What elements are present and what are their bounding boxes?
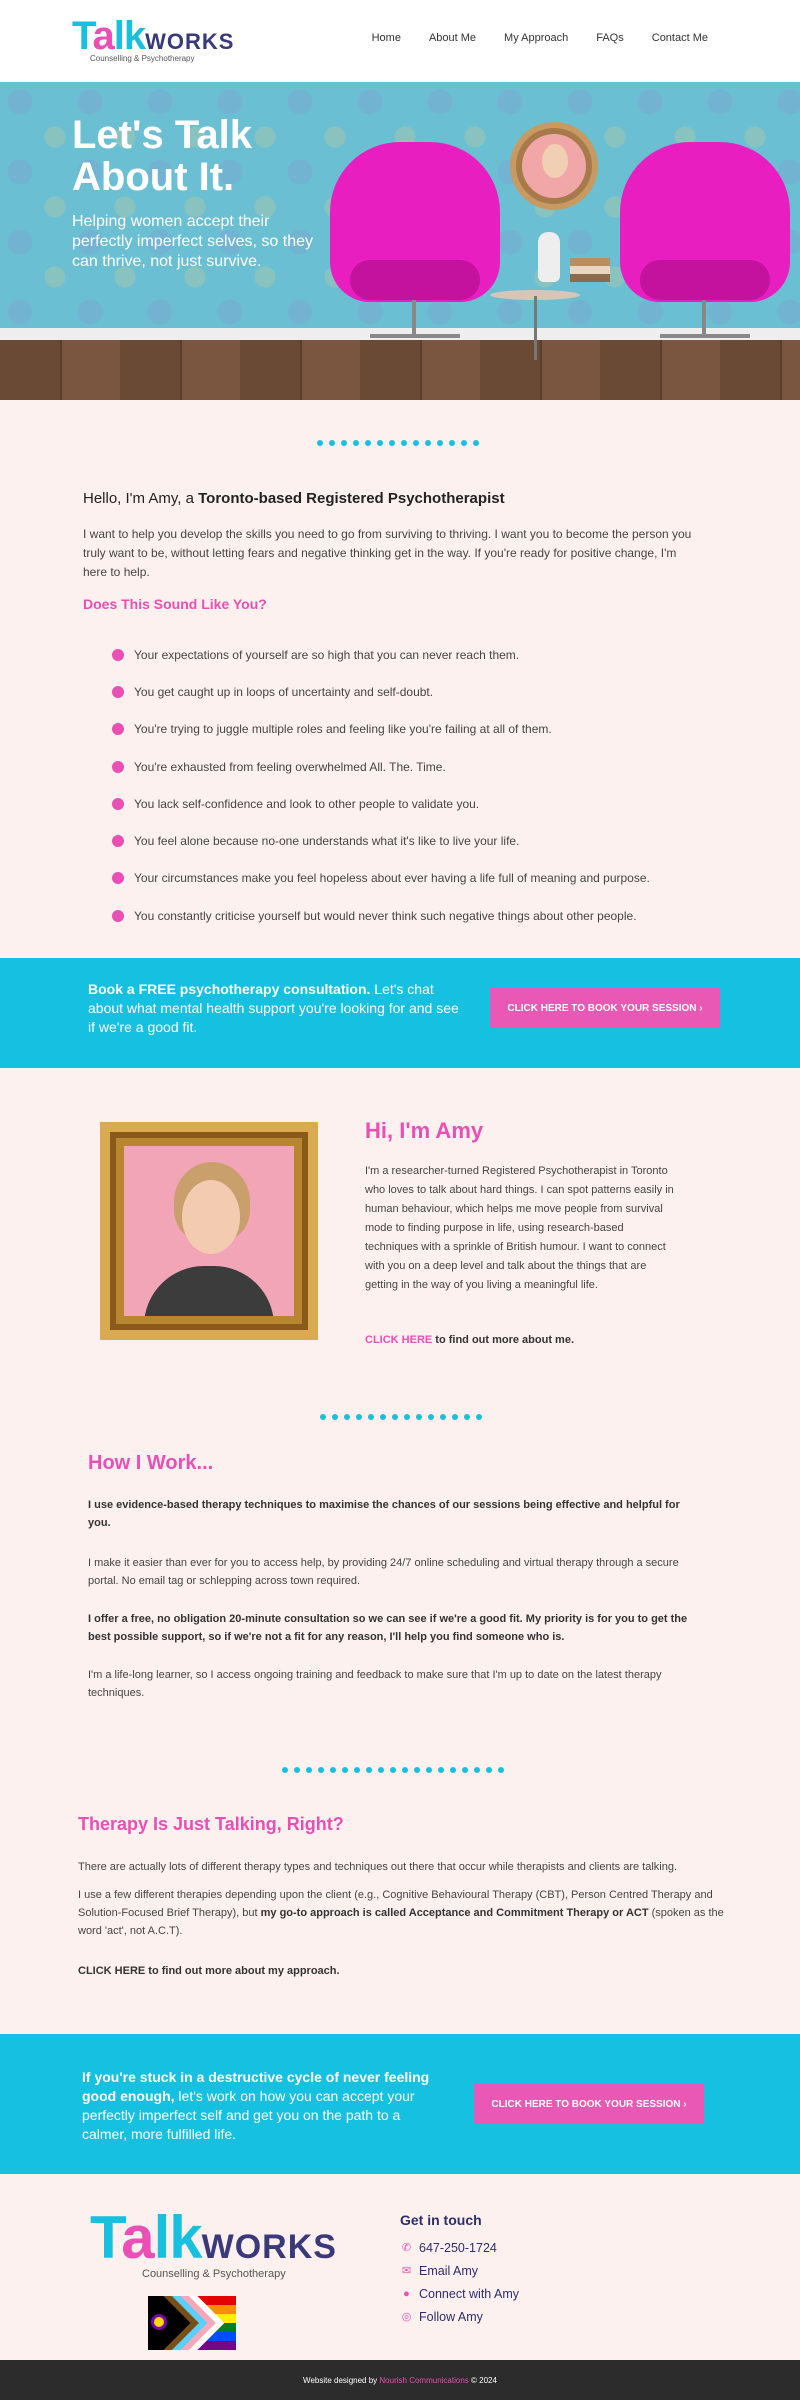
hero-banner <box>0 82 800 400</box>
consultation-text <box>88 980 468 1037</box>
book-session-button[interactable]: CLICK HERE TO BOOK YOUR SESSION › <box>474 2084 704 2124</box>
how-p3-text: I offer a free, no obligation 20-minute consultation so we can see if we're a good fit. My priority is for you to get the best possible support, so if we're not a fit for any reason, I'll help you find someone who is. <box>88 1613 688 1643</box>
phone-icon: ✆ <box>401 2242 412 2254</box>
bullet-icon <box>112 835 124 847</box>
how-p1-text: I use evidence-based therapy techniques to maximise the chances of our sessions being effective and helpful for you. <box>88 1499 680 1529</box>
how-heading: How I Work... <box>88 1452 214 1474</box>
list-item-text: You're exhausted from feeling overwhelmed All. The. Time. <box>134 759 446 774</box>
email-text[interactable]: Email Amy <box>419 2263 479 2278</box>
footer-logo-talk-rest: lk <box>153 2204 202 2271</box>
bullet-icon <box>112 910 124 922</box>
footer-logo-talk-a: a <box>121 2204 154 2271</box>
nav-faqs[interactable]: FAQs <box>596 32 624 44</box>
about-paragraph: I'm a researcher-turned Registered Psychotherapist in Toronto who loves to talk about hard things. I can spot patterns easily in human behaviour, which helps me move people from survival mode to finding purpose in life, using research-based techniques with a sprinkle of British humour. I want to connect with you on a deep level and talk about the things that are getting in the way of you living a meaningful life. <box>365 1165 674 1291</box>
connect-text[interactable]: Connect with Amy <box>419 2286 520 2301</box>
about-heading: Hi, I'm Amy <box>365 1118 484 1143</box>
phone-link[interactable] <box>400 2236 519 2259</box>
round-portrait-frame <box>510 122 598 210</box>
list-item <box>112 748 732 785</box>
main-menu <box>372 32 708 44</box>
logo-talk-t: T <box>72 14 93 58</box>
bullet-icon <box>112 649 124 661</box>
logo-works: WORKS <box>145 29 235 54</box>
cycle-text <box>82 2068 432 2144</box>
how-p4: I'm a life-long learner, so I access ongoing training and feedback to make sure that I'm up to date on the latest therapy techniques. <box>88 1669 662 1699</box>
amy-portrait-frame <box>100 1122 318 1340</box>
consultation-body: Let's chat about what mental health support you're looking for and see if we're a good fit. <box>88 981 459 1035</box>
therapy-p2-start: I use a few different therapies depending upon the client (e.g., Cognitive Behavioural Therapy (CBT), Person Centred Therapy and Solution-Focused Brief Therapy), but <box>78 1889 713 1919</box>
consultation-bold: Book a FREE psychotherapy consultation. <box>88 981 371 997</box>
therapy-heading: Therapy Is Just Talking, Right? <box>78 1814 344 1834</box>
phone-text[interactable]: 647-250-1724 <box>419 2240 497 2255</box>
bullet-icon <box>112 798 124 810</box>
list-item-text: You're trying to juggle multiple roles and feeling like you're failing at all of them. <box>134 722 552 737</box>
book-session-button[interactable]: CLICK HERE TO BOOK YOUR SESSION › <box>490 988 720 1028</box>
hero-floor <box>0 340 800 400</box>
email-link[interactable] <box>400 2259 519 2282</box>
how-p2: I make it easier than ever for you to access help, by providing 24/7 online scheduling and virtual therapy through a secure portal. No email tag or schlepping across town required. <box>88 1557 679 1587</box>
about-more-link[interactable] <box>365 1334 574 1346</box>
header-nav <box>0 0 800 82</box>
progress-pride-flag <box>148 2296 236 2350</box>
hero-title: Let's Talk About It. <box>72 113 252 199</box>
dot-divider <box>282 1767 504 1773</box>
follow-text[interactable]: Follow Amy <box>419 2309 483 2324</box>
logo-talk-rest: lk <box>113 14 146 58</box>
list-item-text: You constantly criticise yourself but would never think such negative things about other people. <box>134 908 637 923</box>
cycle-body: let's work on how you can accept your perfectly imperfect self and get you on the path to a calmer, more fulfilled life. <box>82 2088 415 2142</box>
footer-logo-tagline: Counselling & Psychotherapy <box>142 2268 286 2280</box>
nav-approach[interactable]: My Approach <box>504 32 569 44</box>
footer-logo-works: WORKS <box>201 2228 337 2266</box>
how-p1 <box>88 1496 703 1532</box>
side-table-leg <box>534 296 537 360</box>
cycle-bold: If you're stuck in a destructive cycle of never feeling good enough, <box>82 2069 430 2104</box>
list-item <box>112 636 732 673</box>
footer-credit-bar <box>0 2360 800 2400</box>
contact-heading: Get in touch <box>400 2212 482 2228</box>
bullet-icon <box>112 872 124 884</box>
amy-portrait <box>124 1146 294 1316</box>
therapy-p1: There are actually lots of different therapy types and techniques out there that occur while therapists and clients are talking. <box>78 1861 678 1873</box>
pink-chair-right <box>620 142 790 342</box>
about-link-pink[interactable]: CLICK HERE <box>365 1334 433 1346</box>
connect-link[interactable] <box>400 2282 519 2305</box>
nav-contact[interactable]: Contact Me <box>651 32 708 44</box>
email-icon: ✉ <box>401 2265 412 2277</box>
symptom-list <box>112 636 732 934</box>
stacked-books <box>570 258 610 282</box>
linkedin-icon: ● <box>403 2287 410 2300</box>
list-item <box>112 860 732 897</box>
consultation-band <box>0 958 800 1068</box>
nav-home[interactable]: Home <box>371 32 401 44</box>
list-item <box>112 711 732 748</box>
credit-link[interactable]: Nourish Communications <box>379 2375 469 2385</box>
credit-end: © 2024 <box>471 2375 497 2385</box>
list-item-text: Your expectations of yourself are so high that you can never reach them. <box>134 647 520 662</box>
list-item-text: Your circumstances make you feel hopeless about ever having a life full of meaning and purpose. <box>134 871 650 886</box>
approach-link[interactable] <box>78 1962 728 1980</box>
therapy-p2 <box>78 1886 728 1940</box>
list-item <box>112 785 732 822</box>
logo-talk-a: a <box>92 14 114 58</box>
question-heading: Does This Sound Like You? <box>83 596 267 612</box>
approach-link-text[interactable]: CLICK HERE to find out more about my approach. <box>78 1965 340 1977</box>
logo[interactable] <box>72 16 234 63</box>
nav-about[interactable]: About Me <box>428 32 477 44</box>
follow-link[interactable] <box>400 2305 519 2328</box>
intro-greeting: Hello, I'm Amy, a <box>83 490 199 507</box>
bullet-icon <box>112 723 124 735</box>
instagram-icon: ◎ <box>401 2311 412 2323</box>
footer-logo-talk-t: T <box>90 2204 122 2271</box>
therapy-p2-bold: my go-to approach is called Acceptance and Commitment Therapy or ACT <box>260 1907 649 1919</box>
how-p3 <box>88 1610 703 1646</box>
list-item-text: You feel alone because no-one understands what it's like to live your life. <box>134 834 520 849</box>
therapy-p2-end: (spoken as the word 'act', not A.C.T). <box>78 1907 724 1937</box>
contact-block <box>400 2212 519 2328</box>
dot-divider <box>317 440 479 446</box>
footer-logo[interactable] <box>90 2204 337 2280</box>
list-item-text: You get caught up in loops of uncertainty and self-doubt. <box>134 684 434 699</box>
cycle-band <box>0 2034 800 2174</box>
list-item <box>112 822 732 859</box>
about-link-rest: to find out more about me. <box>432 1334 575 1346</box>
credit-start: Website designed by <box>303 2375 378 2385</box>
list-item <box>112 897 732 934</box>
intro-heading <box>83 490 505 507</box>
list-item <box>112 673 732 710</box>
dot-divider <box>320 1414 482 1420</box>
intro-greeting-bold: Toronto-based Registered Psychotherapist <box>198 490 505 507</box>
hero-subtitle: Helping women accept their perfectly imperfect selves, so they can thrive, not just survive. <box>72 213 313 270</box>
logo-tagline: Counselling & Psychotherapy <box>90 54 195 63</box>
list-item-text: You lack self-confidence and look to other people to validate you. <box>134 796 480 811</box>
vase <box>538 232 560 282</box>
bullet-icon <box>112 686 124 698</box>
pink-chair-left <box>330 142 500 342</box>
bullet-icon <box>112 761 124 773</box>
intro-paragraph: I want to help you develop the skills you need to go from surviving to thriving. I want you to become the person you truly want to be, without letting fears and negative thinking get in the way. If you're ready for positive change, I'm here to help. <box>83 527 692 579</box>
